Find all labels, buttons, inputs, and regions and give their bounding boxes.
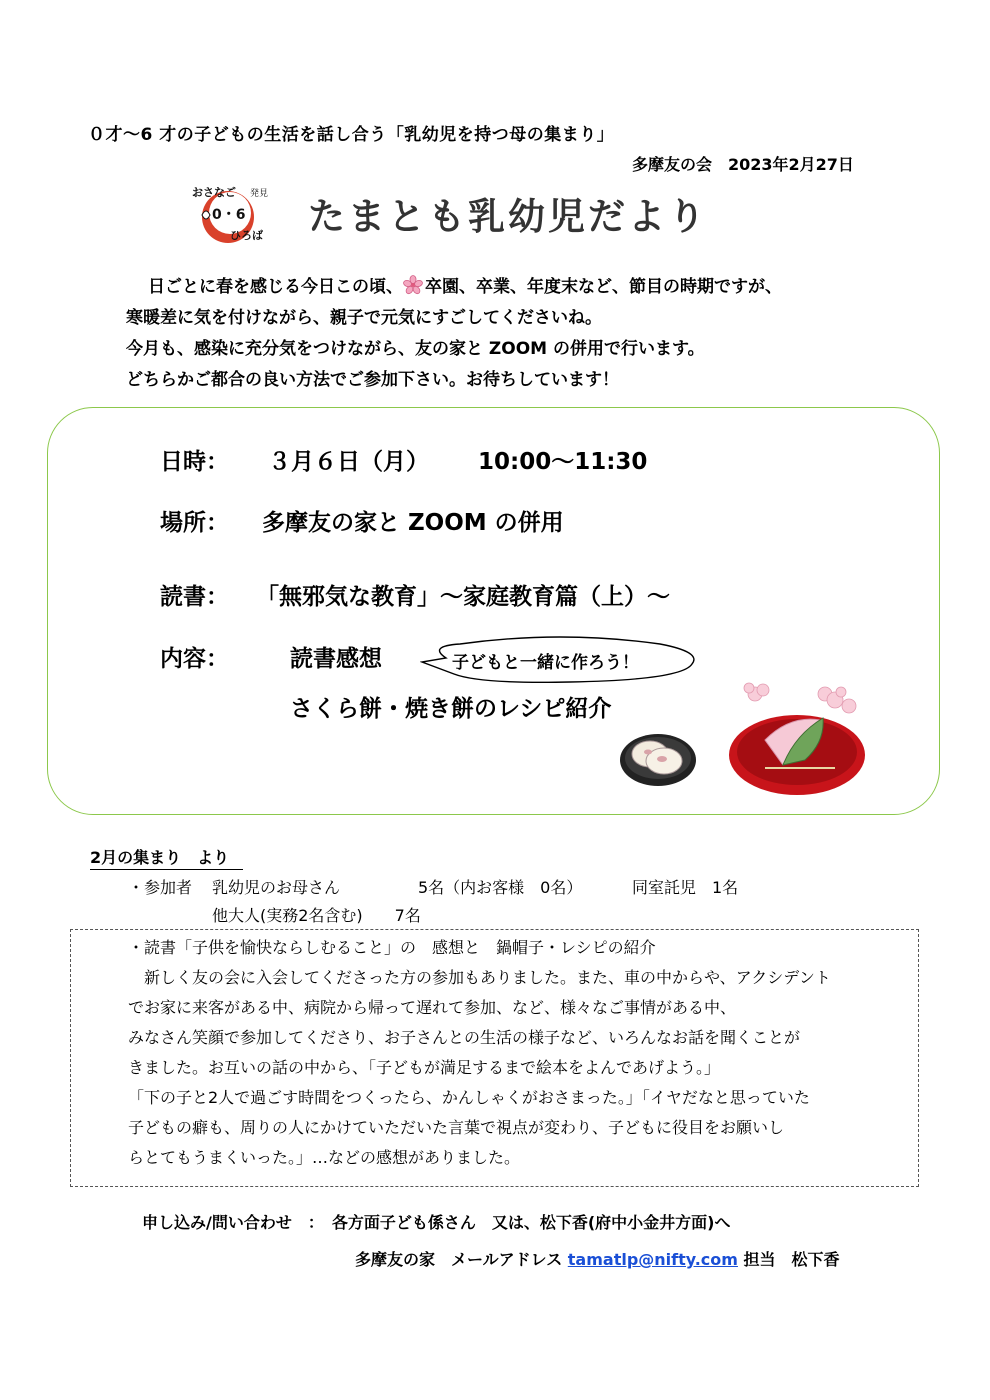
others-count: 他大人(実務2名含む) 7名 (212, 906, 421, 925)
report-line: みなさん笑顔で参加してくださり、お子さんとの生活の様子など、いろんなお話を聞くことが (128, 1028, 801, 1047)
place-value: 多摩友の家と ZOOM の併用 (262, 510, 564, 536)
speech-bubble-text: 子どもと一緒に作ろう！ (452, 653, 639, 673)
logo-text-top: おさなご (192, 186, 236, 199)
intro-line4: どちらかご都合の良い方法でご参加下さい。お待ちしています！ (126, 370, 619, 390)
intro-line1-pre: 日ごとに春を感じる今日この頃、 (148, 277, 403, 297)
issue-date: 多摩友の会 2023年2月27日 (632, 155, 854, 174)
datetime-time: 10:00～11:30 (478, 449, 648, 475)
intro-line1-post: 卒園、卒業、年度末など、節目の時期ですが、 (425, 277, 782, 297)
intro-line3: 今月も、感染に充分気をつけながら、友の家と ZOOM の併用で行います。 (126, 339, 705, 359)
logo-text-corner: 発見 (250, 189, 269, 199)
newsletter-subtitle: ０才～6 才の子どもの生活を話し合う「乳幼児を持つ母の集まり」 (88, 125, 615, 145)
report-line: 子どもの癖も、周りの人にかけていただいた言葉で視点が変わり、子どもに役目をお願いし (128, 1118, 785, 1137)
intro-paragraph (126, 272, 886, 396)
circle-logo-icon (190, 183, 280, 245)
sakura-blossom-icon (403, 275, 423, 295)
report-body (128, 933, 918, 1173)
childcare-count: 同室託児 1名 (632, 878, 739, 897)
email-link[interactable]: tamatlp@nifty.com (567, 1250, 738, 1269)
content-label: 内容： (160, 646, 229, 672)
yakimochi-plate-icon (618, 728, 698, 788)
intro-line2: 寒暖差に気を付けながら、親子で元気にすごしてくださいね。 (126, 308, 602, 328)
datetime-day: ３月６日（月） (268, 449, 429, 475)
logo-text-bottom: ひろば (230, 229, 263, 242)
participants-group: 乳幼児のお母さん (212, 878, 341, 897)
page-title: たまとも乳幼児だより (308, 195, 708, 238)
report-line: ・読書「子供を愉快ならしむること」の 感想と 鍋帽子・レシピの紹介 (128, 938, 656, 957)
logo-text-mid: 0・6 (212, 207, 246, 223)
participants-count: 5名（内お客様 0名） (418, 878, 583, 897)
report-line: 「下の子と2人で過ごす時間をつくったら、かんしゃくがおさまった。」「イヤだなと思っていた (128, 1088, 810, 1107)
reading-value: 「無邪気な教育」～家庭教育篇（上）～ (256, 584, 670, 610)
datetime-label: 日時： (160, 449, 229, 475)
contact-line-2-post: 担当 松下香 (743, 1250, 840, 1269)
reading-label: 読書： (160, 584, 229, 610)
content-item-2: さくら餅・焼き餅のレシピ紹介 (290, 696, 612, 722)
contact-line-1: 申し込み/問い合わせ ： 各方面子ども係さん 又は、松下香(府中小金井方面)へ (142, 1213, 731, 1232)
report-line: でお家に来客がある中、病院から帰って遅れて参加、など、様々なご事情がある中、 (128, 998, 737, 1017)
place-label: 場所： (160, 510, 229, 536)
contact-line-2-pre: 多摩友の家 メールアドレス (355, 1250, 563, 1269)
content-item-1: 読書感想 (290, 646, 382, 672)
report-line: きました。お互いの話の中から、「子どもが満足するまで絵本をよんであげよう。」 (128, 1058, 721, 1077)
report-line: らとてもうまくいった。」…などの感想がありました。 (128, 1148, 521, 1167)
participants-label: ・参加者 (128, 878, 193, 897)
report-line: 新しく友の会に入会してくださった方の参加もありました。また、車の中からや、アクシデント (128, 968, 831, 987)
sakuramochi-tray-icon (725, 680, 870, 795)
contact-line-2 (355, 1247, 840, 1270)
report-heading: 2月の集まり より (90, 845, 243, 870)
